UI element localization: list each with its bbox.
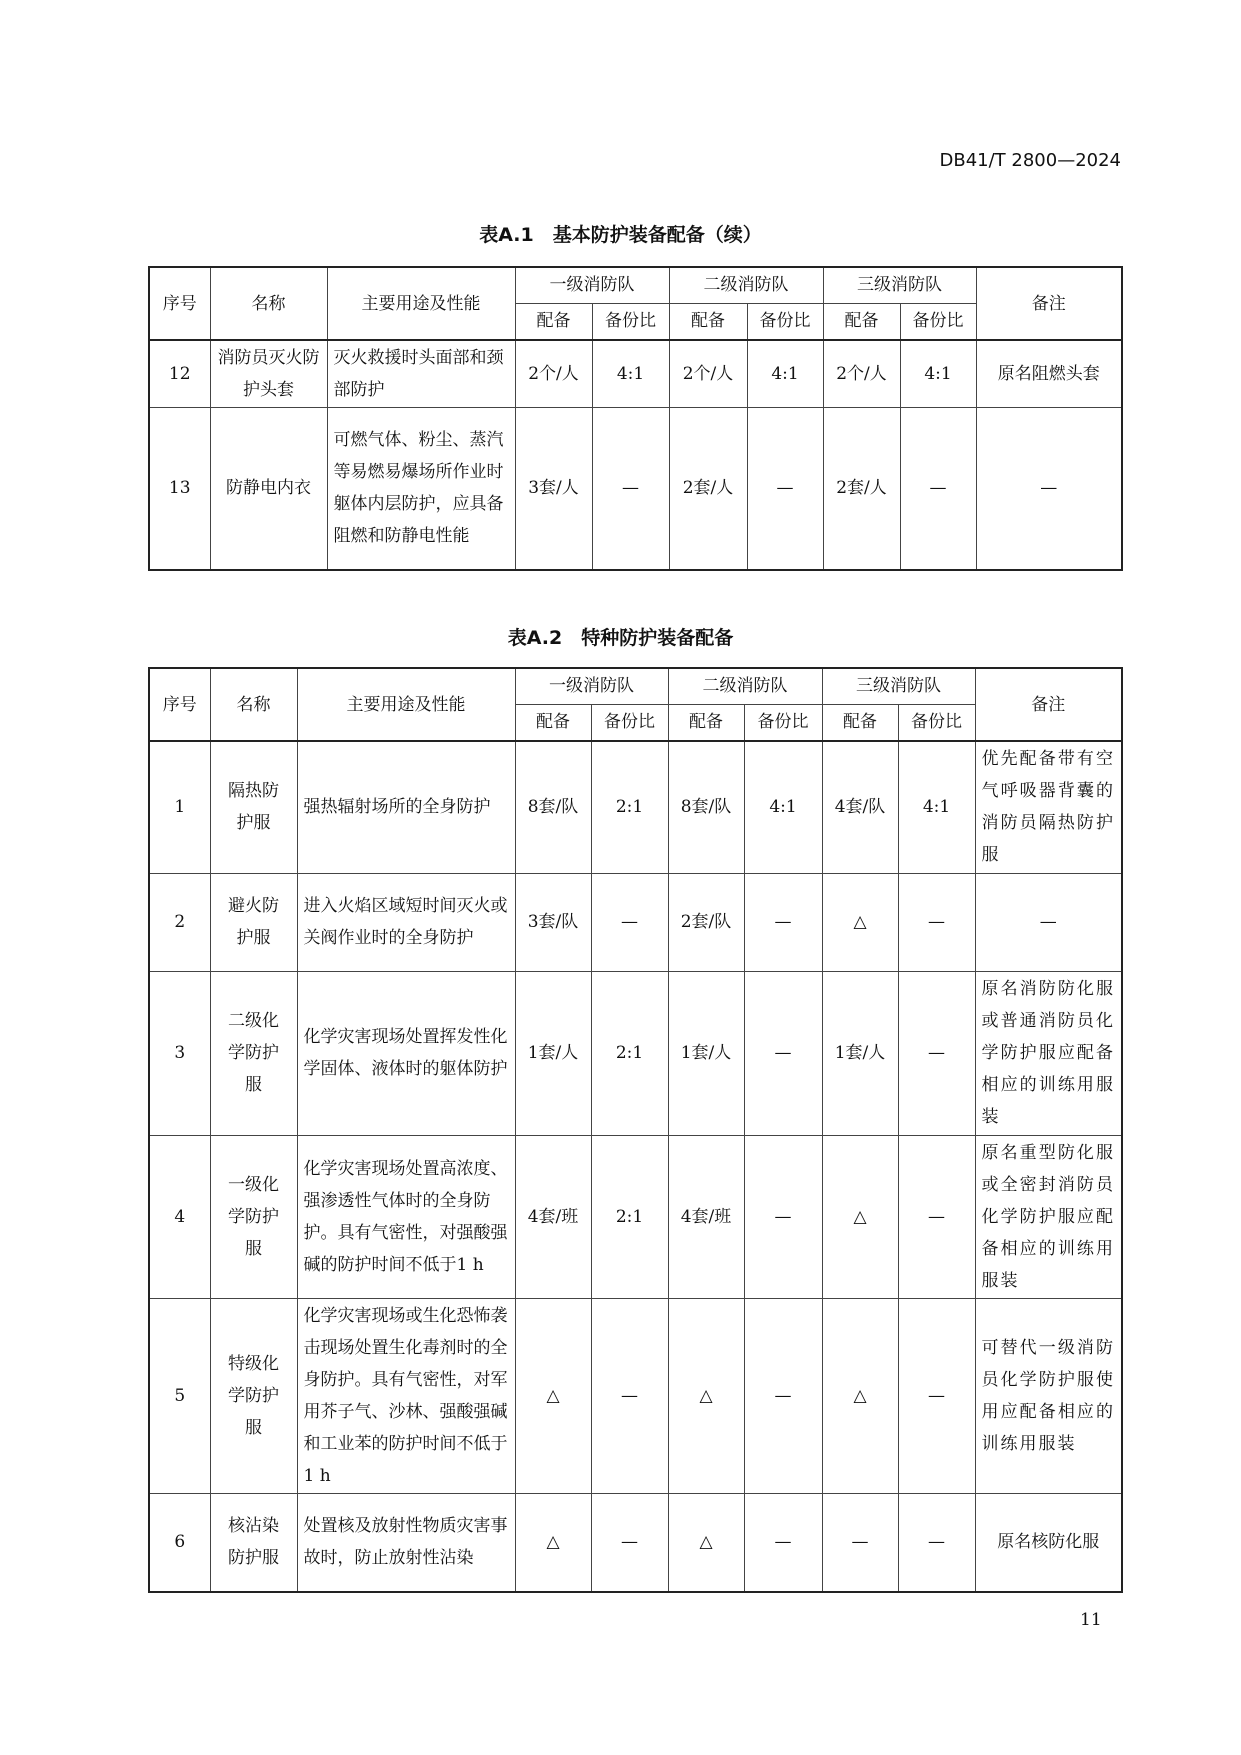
remark: 可替代一级消防员化学防护服使用应配备相应的训练用服装 bbox=[975, 1298, 1122, 1493]
equip-qty-3: 4套/队 bbox=[822, 741, 898, 873]
equipment-name: 防静电内衣 bbox=[210, 407, 327, 570]
usage-description: 强热辐射场所的全身防护 bbox=[297, 741, 515, 873]
header-ratio-1: 备份比 bbox=[591, 704, 668, 741]
backup-ratio-1: — bbox=[591, 873, 668, 971]
row-number: 13 bbox=[149, 407, 210, 570]
equip-qty-2: 2套/队 bbox=[668, 873, 744, 971]
equipment-name: 核沾染防护服 bbox=[210, 1493, 297, 1592]
backup-ratio-3: — bbox=[898, 971, 975, 1135]
header-no: 序号 bbox=[149, 668, 210, 741]
backup-ratio-3: — bbox=[900, 407, 976, 570]
equip-qty-1: 3套/队 bbox=[515, 873, 591, 971]
table-row bbox=[149, 407, 1122, 570]
table-row bbox=[149, 741, 1122, 873]
backup-ratio-1: — bbox=[591, 1298, 668, 1493]
backup-ratio-1: 2:1 bbox=[591, 741, 668, 873]
backup-ratio-2: 4:1 bbox=[747, 340, 823, 407]
header-name: 名称 bbox=[210, 267, 327, 340]
backup-ratio-1: 2:1 bbox=[591, 1135, 668, 1298]
backup-ratio-2: — bbox=[744, 1493, 822, 1592]
usage-description: 化学灾害现场处置挥发性化学固体、液体时的躯体防护 bbox=[297, 971, 515, 1135]
standard-number: DB41/T 2800—2024 bbox=[939, 150, 1121, 171]
table-row bbox=[149, 971, 1122, 1135]
header-level1: 一级消防队 bbox=[515, 668, 668, 704]
backup-ratio-2: — bbox=[747, 407, 823, 570]
header-remark: 备注 bbox=[976, 267, 1122, 340]
remark: 原名消防防化服或普通消防员化学防护服应配备相应的训练用服装 bbox=[975, 971, 1122, 1135]
header-use: 主要用途及性能 bbox=[297, 668, 515, 741]
row-number: 6 bbox=[149, 1493, 210, 1592]
equip-qty-2: 2个/人 bbox=[669, 340, 747, 407]
usage-description: 处置核及放射性物质灾害事故时，防止放射性沾染 bbox=[297, 1493, 515, 1592]
equip-qty-2: 2套/人 bbox=[669, 407, 747, 570]
backup-ratio-3: — bbox=[898, 1298, 975, 1493]
header-level2: 二级消防队 bbox=[668, 668, 822, 704]
header-level2: 二级消防队 bbox=[669, 267, 823, 303]
row-number: 4 bbox=[149, 1135, 210, 1298]
backup-ratio-3: 4:1 bbox=[898, 741, 975, 873]
equip-qty-3: — bbox=[822, 1493, 898, 1592]
row-number: 3 bbox=[149, 971, 210, 1135]
header-equip-1: 配备 bbox=[515, 704, 591, 741]
backup-ratio-1: — bbox=[592, 407, 669, 570]
header-level1: 一级消防队 bbox=[515, 267, 669, 303]
header-equip-1: 配备 bbox=[515, 303, 592, 340]
table-row bbox=[149, 1493, 1122, 1592]
equip-qty-1: 4套/班 bbox=[515, 1135, 591, 1298]
backup-ratio-2: — bbox=[744, 971, 822, 1135]
remark: — bbox=[975, 873, 1122, 971]
header-level3: 三级消防队 bbox=[823, 267, 976, 303]
header-name: 名称 bbox=[210, 668, 297, 741]
equip-qty-3: 2套/人 bbox=[823, 407, 900, 570]
backup-ratio-2: — bbox=[744, 1135, 822, 1298]
remark: 原名重型防化服或全密封消防员化学防护服应配备相应的训练用服装 bbox=[975, 1135, 1122, 1298]
table-a2 bbox=[148, 667, 1123, 1593]
table-row bbox=[149, 1298, 1122, 1493]
equip-qty-1: 8套/队 bbox=[515, 741, 591, 873]
header-no: 序号 bbox=[149, 267, 210, 340]
table-row bbox=[149, 1135, 1122, 1298]
equip-qty-3: 1套/人 bbox=[822, 971, 898, 1135]
header-ratio-2: 备份比 bbox=[744, 704, 822, 741]
backup-ratio-2: — bbox=[744, 1298, 822, 1493]
backup-ratio-3: — bbox=[898, 873, 975, 971]
remark: 原名阻燃头套 bbox=[976, 340, 1122, 407]
header-ratio-2: 备份比 bbox=[747, 303, 823, 340]
equipment-name: 二级化学防护服 bbox=[210, 971, 297, 1135]
backup-ratio-3: — bbox=[898, 1135, 975, 1298]
header-remark: 备注 bbox=[975, 668, 1122, 741]
page-number: 11 bbox=[1080, 1610, 1102, 1630]
header-equip-3: 配备 bbox=[822, 704, 898, 741]
equip-qty-3: 2个/人 bbox=[823, 340, 900, 407]
equip-qty-1: △ bbox=[515, 1493, 591, 1592]
table1-title: 表A.1 基本防护装备配备（续） bbox=[479, 224, 762, 246]
backup-ratio-2: — bbox=[744, 873, 822, 971]
equip-qty-3: △ bbox=[822, 1298, 898, 1493]
remark: 优先配备带有空气呼吸器背囊的消防员隔热防护服 bbox=[975, 741, 1122, 873]
row-number: 12 bbox=[149, 340, 210, 407]
equip-qty-1: 3套/人 bbox=[515, 407, 592, 570]
equip-qty-2: △ bbox=[668, 1493, 744, 1592]
equipment-name: 隔热防护服 bbox=[210, 741, 297, 873]
header-use: 主要用途及性能 bbox=[327, 267, 515, 340]
equip-qty-3: △ bbox=[822, 1135, 898, 1298]
backup-ratio-1: 2:1 bbox=[591, 971, 668, 1135]
equip-qty-1: 1套/人 bbox=[515, 971, 591, 1135]
backup-ratio-1: — bbox=[591, 1493, 668, 1592]
header-equip-3: 配备 bbox=[823, 303, 900, 340]
header-equip-2: 配备 bbox=[668, 704, 744, 741]
header-ratio-1: 备份比 bbox=[592, 303, 669, 340]
usage-description: 化学灾害现场或生化恐怖袭击现场处置生化毒剂时的全身防护。具有气密性，对军用芥子气、沙林、强酸强碱和工业苯的防护时间不低于1 h bbox=[297, 1298, 515, 1493]
equipment-name: 特级化学防护服 bbox=[210, 1298, 297, 1493]
equip-qty-1: △ bbox=[515, 1298, 591, 1493]
row-number: 1 bbox=[149, 741, 210, 873]
equip-qty-3: △ bbox=[822, 873, 898, 971]
equipment-name: 避火防护服 bbox=[210, 873, 297, 971]
usage-description: 可燃气体、粉尘、蒸汽等易燃易爆场所作业时躯体内层防护，应具备阻燃和防静电性能 bbox=[327, 407, 515, 570]
header-ratio-3: 备份比 bbox=[900, 303, 976, 340]
equipment-name: 一级化学防护服 bbox=[210, 1135, 297, 1298]
table2-title: 表A.2 特种防护装备配备 bbox=[507, 627, 734, 649]
equip-qty-2: △ bbox=[668, 1298, 744, 1493]
equip-qty-2: 4套/班 bbox=[668, 1135, 744, 1298]
header-equip-2: 配备 bbox=[669, 303, 747, 340]
table-a1 bbox=[148, 266, 1123, 571]
equip-qty-2: 8套/队 bbox=[668, 741, 744, 873]
backup-ratio-3: 4:1 bbox=[900, 340, 976, 407]
backup-ratio-1: 4:1 bbox=[592, 340, 669, 407]
remark: 原名核防化服 bbox=[975, 1493, 1122, 1592]
equip-qty-1: 2个/人 bbox=[515, 340, 592, 407]
usage-description: 进入火焰区域短时间灭火或关阀作业时的全身防护 bbox=[297, 873, 515, 971]
equipment-name: 消防员灭火防护头套 bbox=[210, 340, 327, 407]
header-level3: 三级消防队 bbox=[822, 668, 975, 704]
backup-ratio-2: 4:1 bbox=[744, 741, 822, 873]
row-number: 2 bbox=[149, 873, 210, 971]
header-row bbox=[149, 267, 1122, 303]
header-row bbox=[149, 668, 1122, 704]
row-number: 5 bbox=[149, 1298, 210, 1493]
backup-ratio-3: — bbox=[898, 1493, 975, 1592]
usage-description: 化学灾害现场处置高浓度、强渗透性气体时的全身防护。具有气密性，对强酸强碱的防护时间不低于1 h bbox=[297, 1135, 515, 1298]
equip-qty-2: 1套/人 bbox=[668, 971, 744, 1135]
remark: — bbox=[976, 407, 1122, 570]
header-ratio-3: 备份比 bbox=[898, 704, 975, 741]
table-row bbox=[149, 340, 1122, 407]
table-row bbox=[149, 873, 1122, 971]
usage-description: 灭火救援时头面部和颈部防护 bbox=[327, 340, 515, 407]
